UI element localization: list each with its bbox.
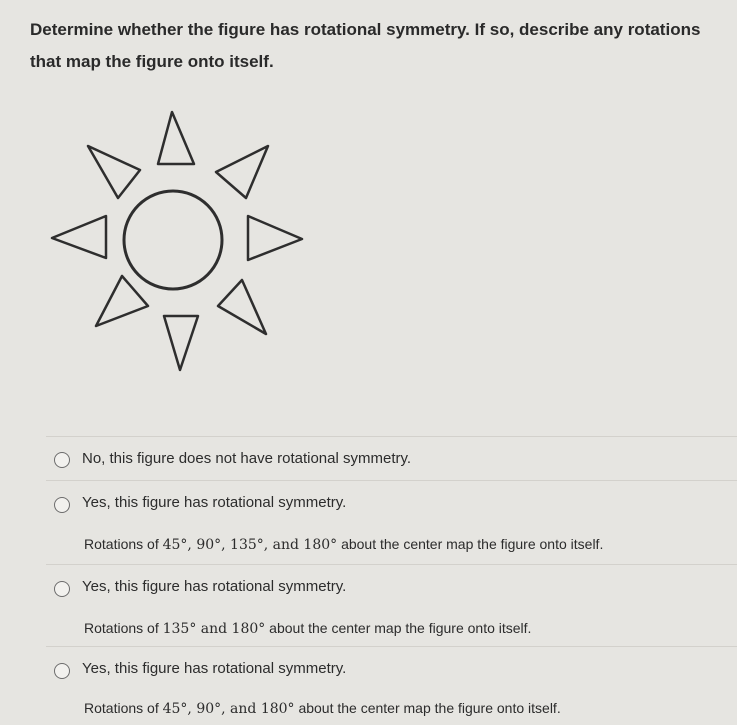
- triangle-lower-right: [218, 280, 266, 334]
- triangle-right: [248, 216, 302, 260]
- radio-button[interactable]: [54, 663, 70, 679]
- triangle-top: [158, 112, 194, 164]
- triangle-upper-right: [216, 146, 268, 198]
- triangle-bottom: [164, 316, 198, 370]
- option-label: Yes, this figure has rotational symmetry.: [82, 660, 347, 677]
- radio-button[interactable]: [54, 497, 70, 513]
- radio-button[interactable]: [54, 581, 70, 597]
- radio-button[interactable]: [54, 452, 70, 468]
- sun-figure: [40, 100, 320, 380]
- option-detail: Rotations of 45°, 90°, 135°, and 180° about the center map the figure onto itself.: [84, 536, 604, 553]
- divider: [46, 436, 737, 437]
- option-detail: Rotations of 135° and 180° about the center map the figure onto itself.: [84, 620, 532, 637]
- question-text: Determine whether the figure has rotational symmetry. If so, describe any rotations that map the figure onto itself.: [30, 20, 701, 71]
- divider: [46, 564, 737, 565]
- option-detail: Rotations of 45°, 90°, and 180° about the center map the figure onto itself.: [84, 700, 561, 717]
- triangle-lower-left: [96, 276, 148, 326]
- triangle-upper-left: [88, 146, 140, 198]
- sun-center-circle: [124, 191, 222, 289]
- divider: [46, 646, 737, 647]
- option-label: Yes, this figure has rotational symmetry.: [82, 494, 347, 511]
- triangle-left: [52, 216, 106, 258]
- divider: [46, 480, 737, 481]
- option-label: No, this figure does not have rotational symmetry.: [82, 450, 412, 467]
- option-label: Yes, this figure has rotational symmetry.: [82, 578, 347, 595]
